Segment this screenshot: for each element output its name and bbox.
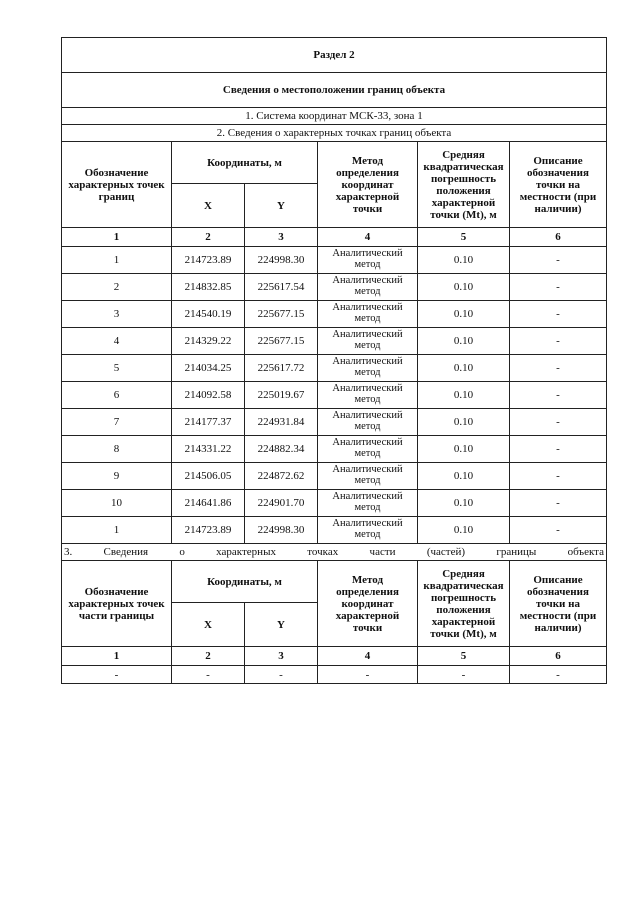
error-cell: 0.10 — [418, 328, 510, 355]
header-coords-parts: Координаты, м — [172, 561, 318, 603]
coord-x-cell: 214832.85 — [172, 274, 245, 301]
method-cell: Аналитический метод — [318, 517, 418, 544]
table-row — [62, 382, 607, 409]
boundary-table — [61, 37, 607, 684]
column-number: 4 — [318, 228, 418, 247]
column-number: 5 — [418, 647, 510, 666]
header-x-parts: X — [172, 603, 245, 647]
description-cell: - — [510, 517, 607, 544]
error-cell: 0.10 — [418, 247, 510, 274]
column-number: 3 — [245, 647, 318, 666]
method-cell: Аналитический метод — [318, 247, 418, 274]
method-cell: Аналитический метод — [318, 382, 418, 409]
method-cell: Аналитический метод — [318, 301, 418, 328]
method-cell: Аналитический метод — [318, 490, 418, 517]
table-row — [62, 409, 607, 436]
method-cell: Аналитический метод — [318, 463, 418, 490]
column-number: 2 — [172, 647, 245, 666]
method-cell: Аналитический метод — [318, 409, 418, 436]
table-row — [62, 666, 607, 684]
header-description: Описание обозначения точки на местности (при наличии) — [510, 142, 607, 228]
coord-x-cell: 214329.22 — [172, 328, 245, 355]
table-row — [62, 436, 607, 463]
error-cell: 0.10 — [418, 274, 510, 301]
coord-y-cell: 225677.15 — [245, 328, 318, 355]
method-cell: Аналитический метод — [318, 355, 418, 382]
coord-y-cell: 224872.62 — [245, 463, 318, 490]
error-cell: 0.10 — [418, 382, 510, 409]
table-row — [62, 301, 607, 328]
section-title: Раздел 2 — [62, 38, 607, 73]
header-error: Средняя квадратическая погрешность положения характерной точки (Mt), м — [418, 142, 510, 228]
points-heading: 2. Сведения о характерных точках границ объекта — [62, 125, 607, 142]
coord-x-cell: 214506.05 — [172, 463, 245, 490]
coord-system: 1. Система координат МСК-33, зона 1 — [62, 108, 607, 125]
point-id-cell: 3 — [62, 301, 172, 328]
description-cell: - — [510, 666, 607, 684]
coord-x-cell: 214723.89 — [172, 517, 245, 544]
description-cell: - — [510, 382, 607, 409]
error-cell: 0.10 — [418, 490, 510, 517]
coord-y-cell: - — [245, 666, 318, 684]
error-cell: - — [418, 666, 510, 684]
description-cell: - — [510, 328, 607, 355]
column-number: 2 — [172, 228, 245, 247]
coord-x-cell: 214723.89 — [172, 247, 245, 274]
table-row — [62, 247, 607, 274]
coord-x-cell: 214034.25 — [172, 355, 245, 382]
header-designation-parts: Обозначение характерных точек части границы — [62, 561, 172, 647]
parts-heading: 3. Сведения о характерных точках части (частей) границы объекта — [62, 544, 607, 561]
header-designation: Обозначение характерных точек границ — [62, 142, 172, 228]
coord-y-cell: 225019.67 — [245, 382, 318, 409]
coord-y-cell: 224882.34 — [245, 436, 318, 463]
table-row — [62, 517, 607, 544]
coord-x-cell: 214331.22 — [172, 436, 245, 463]
coord-y-cell: 224931.84 — [245, 409, 318, 436]
error-cell: 0.10 — [418, 517, 510, 544]
coord-x-cell: 214092.58 — [172, 382, 245, 409]
table-row — [62, 328, 607, 355]
coord-x-cell: 214540.19 — [172, 301, 245, 328]
coord-x-cell: - — [172, 666, 245, 684]
point-id-cell: - — [62, 666, 172, 684]
column-number-row — [62, 228, 607, 247]
table-row — [62, 274, 607, 301]
coord-y-cell: 224998.30 — [245, 247, 318, 274]
error-cell: 0.10 — [418, 463, 510, 490]
point-id-cell: 1 — [62, 247, 172, 274]
description-cell: - — [510, 436, 607, 463]
header-method-parts: Метод определения координат характерной точки — [318, 561, 418, 647]
coord-y-cell: 225677.15 — [245, 301, 318, 328]
point-id-cell: 6 — [62, 382, 172, 409]
coord-y-cell: 224998.30 — [245, 517, 318, 544]
table-row — [62, 490, 607, 517]
error-cell: 0.10 — [418, 301, 510, 328]
point-id-cell: 1 — [62, 517, 172, 544]
header-y: Y — [245, 184, 318, 228]
method-cell: Аналитический метод — [318, 274, 418, 301]
header-y-parts: Y — [245, 603, 318, 647]
coord-x-cell: 214177.37 — [172, 409, 245, 436]
column-number: 3 — [245, 228, 318, 247]
header-description-parts: Описание обозначения точки на местности (при наличии) — [510, 561, 607, 647]
error-cell: 0.10 — [418, 409, 510, 436]
point-id-cell: 8 — [62, 436, 172, 463]
coord-y-cell: 224901.70 — [245, 490, 318, 517]
description-cell: - — [510, 274, 607, 301]
coord-y-cell: 225617.72 — [245, 355, 318, 382]
method-cell: Аналитический метод — [318, 328, 418, 355]
point-id-cell: 9 — [62, 463, 172, 490]
point-id-cell: 10 — [62, 490, 172, 517]
header-error-parts: Средняя квадратическая погрешность положения характерной точки (Mt), м — [418, 561, 510, 647]
description-cell: - — [510, 247, 607, 274]
document-title: Сведения о местоположении границ объекта — [62, 73, 607, 108]
method-cell: - — [318, 666, 418, 684]
description-cell: - — [510, 463, 607, 490]
description-cell: - — [510, 301, 607, 328]
point-id-cell: 5 — [62, 355, 172, 382]
error-cell: 0.10 — [418, 355, 510, 382]
method-cell: Аналитический метод — [318, 436, 418, 463]
header-x: X — [172, 184, 245, 228]
description-cell: - — [510, 490, 607, 517]
column-number: 6 — [510, 647, 607, 666]
coord-y-cell: 225617.54 — [245, 274, 318, 301]
column-number: 5 — [418, 228, 510, 247]
column-number: 6 — [510, 228, 607, 247]
coord-x-cell: 214641.86 — [172, 490, 245, 517]
point-id-cell: 2 — [62, 274, 172, 301]
table-row — [62, 463, 607, 490]
point-id-cell: 7 — [62, 409, 172, 436]
header-coords: Координаты, м — [172, 142, 318, 184]
column-number: 1 — [62, 228, 172, 247]
table-row — [62, 355, 607, 382]
column-number: 4 — [318, 647, 418, 666]
description-cell: - — [510, 355, 607, 382]
description-cell: - — [510, 409, 607, 436]
column-number: 1 — [62, 647, 172, 666]
column-number-row — [62, 647, 607, 666]
point-id-cell: 4 — [62, 328, 172, 355]
header-method: Метод определения координат характерной точки — [318, 142, 418, 228]
error-cell: 0.10 — [418, 436, 510, 463]
